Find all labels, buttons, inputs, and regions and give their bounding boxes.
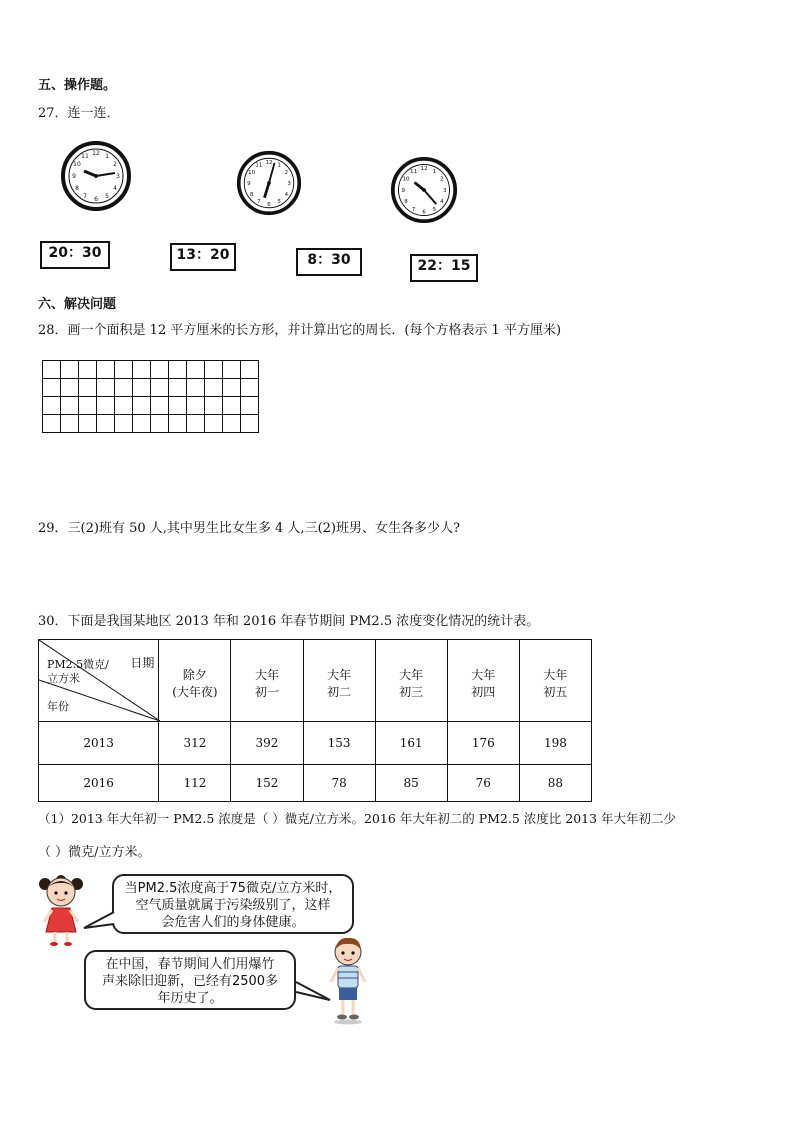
year-cell: 2016 [39,765,159,802]
svg-text:6: 6 [94,196,98,203]
svg-text:10: 10 [73,161,81,168]
svg-text:10: 10 [248,169,256,176]
boy-illustration-icon [326,936,370,1026]
corner-unit-label-1: PM2.5微克/ [47,658,109,671]
table-row [39,765,592,802]
question-27: 27．连一连． [38,106,120,121]
svg-text:1: 1 [277,162,281,169]
svg-text:1: 1 [105,153,109,160]
corner-year-label: 年份 [47,700,69,713]
column-header: 大年 初二 [303,640,375,722]
value-cell: 85 [375,765,447,802]
value-cell: 112 [159,765,231,802]
question-29: 29．三(2)班有 50 人,其中男生比女生多 4 人,三(2)班男、女生各多少人? [38,521,460,536]
svg-text:6: 6 [422,209,426,216]
column-header: 大年 初五 [519,640,591,722]
svg-text:3: 3 [287,180,291,187]
svg-text:12: 12 [265,159,273,166]
corner-unit-label-2: 立方米 [47,672,80,685]
svg-text:8: 8 [75,185,79,192]
question-28: 28．画一个面积是 12 平方厘米的长方形，并计算出它的周长．(每个方格表示 1 平方厘米) [38,323,562,338]
table-corner-cell [39,640,159,722]
svg-text:9: 9 [72,173,76,180]
boy-speech-bubble: 在中国，春节期间人们用爆竹 声来除旧迎新，已经有2500多 年历史了。 [84,950,296,1010]
svg-text:9: 9 [401,187,406,194]
corner-date-label: 日期 [130,656,155,670]
value-cell: 76 [447,765,519,802]
svg-text:5: 5 [277,199,281,206]
question-30: 30．下面是我国某地区 2013 年和 2016 年春节期间 PM2.5 浓度变化情况的统计表。 [38,614,540,629]
svg-text:12: 12 [420,166,428,173]
section-6-title: 六、解决问题 [38,297,117,312]
clock-1-icon [60,140,132,212]
value-cell: 161 [375,722,447,765]
time-box-1: 20：30 [40,241,110,269]
girl-bubble-tail [82,910,116,932]
pm25-table [38,639,592,802]
svg-text:6: 6 [267,201,271,208]
value-cell: 88 [519,765,591,802]
year-cell: 2013 [39,722,159,765]
svg-text:7: 7 [83,193,87,200]
svg-text:8: 8 [404,199,408,206]
column-header: 大年 初一 [231,640,303,722]
value-cell: 198 [519,722,591,765]
svg-text:1: 1 [432,169,437,175]
time-box-3: 8：30 [296,248,362,276]
svg-text:8: 8 [249,191,254,198]
value-cell: 312 [159,722,231,765]
column-header: 大年 初四 [447,640,519,722]
svg-text:3: 3 [116,173,120,180]
clock-2-icon [236,150,302,216]
svg-text:7: 7 [411,206,416,213]
value-cell: 153 [303,722,375,765]
value-cell: 392 [231,722,303,765]
svg-text:11: 11 [410,169,418,175]
value-cell: 176 [447,722,519,765]
value-cell: 152 [231,765,303,802]
svg-text:7: 7 [257,199,261,206]
column-header: 大年 初三 [375,640,447,722]
clock-3-icon [390,156,458,224]
table-row [39,722,592,765]
svg-text:5: 5 [105,193,109,200]
square-grid [42,360,259,433]
girl-speech-bubble: 当PM2.5浓度高于75微克/立方米时， 空气质量就属于污染级别了，这样 会危害人们的身体健康。 [112,874,354,934]
column-header: 除夕 (大年夜) [159,640,231,722]
girl-illustration-icon [36,870,86,948]
svg-text:11: 11 [81,153,89,160]
svg-text:4: 4 [440,199,444,206]
time-box-4: 22：15 [410,254,478,282]
svg-text:12: 12 [92,150,100,157]
svg-text:11: 11 [255,162,263,169]
sub-question-1-line-1: （1）2013 年大年初一 PM2.5 浓度是（ ）微克/立方米。2016 年大年初二的 PM2.5 浓度比 2013 年大年初二少 [38,811,677,826]
svg-text:10: 10 [402,176,410,183]
svg-text:5: 5 [432,206,437,213]
section-5-title: 五、操作题。 [38,78,117,93]
svg-text:4: 4 [284,191,289,198]
sub-question-1-line-2: （ ）微克/立方米。 [38,845,151,860]
svg-text:2: 2 [440,176,444,183]
svg-text:2: 2 [113,161,117,168]
svg-text:3: 3 [442,187,447,194]
svg-text:2: 2 [284,169,289,176]
svg-text:4: 4 [113,185,117,192]
svg-text:9: 9 [247,180,251,187]
value-cell: 78 [303,765,375,802]
time-box-2: 13：20 [170,243,236,271]
